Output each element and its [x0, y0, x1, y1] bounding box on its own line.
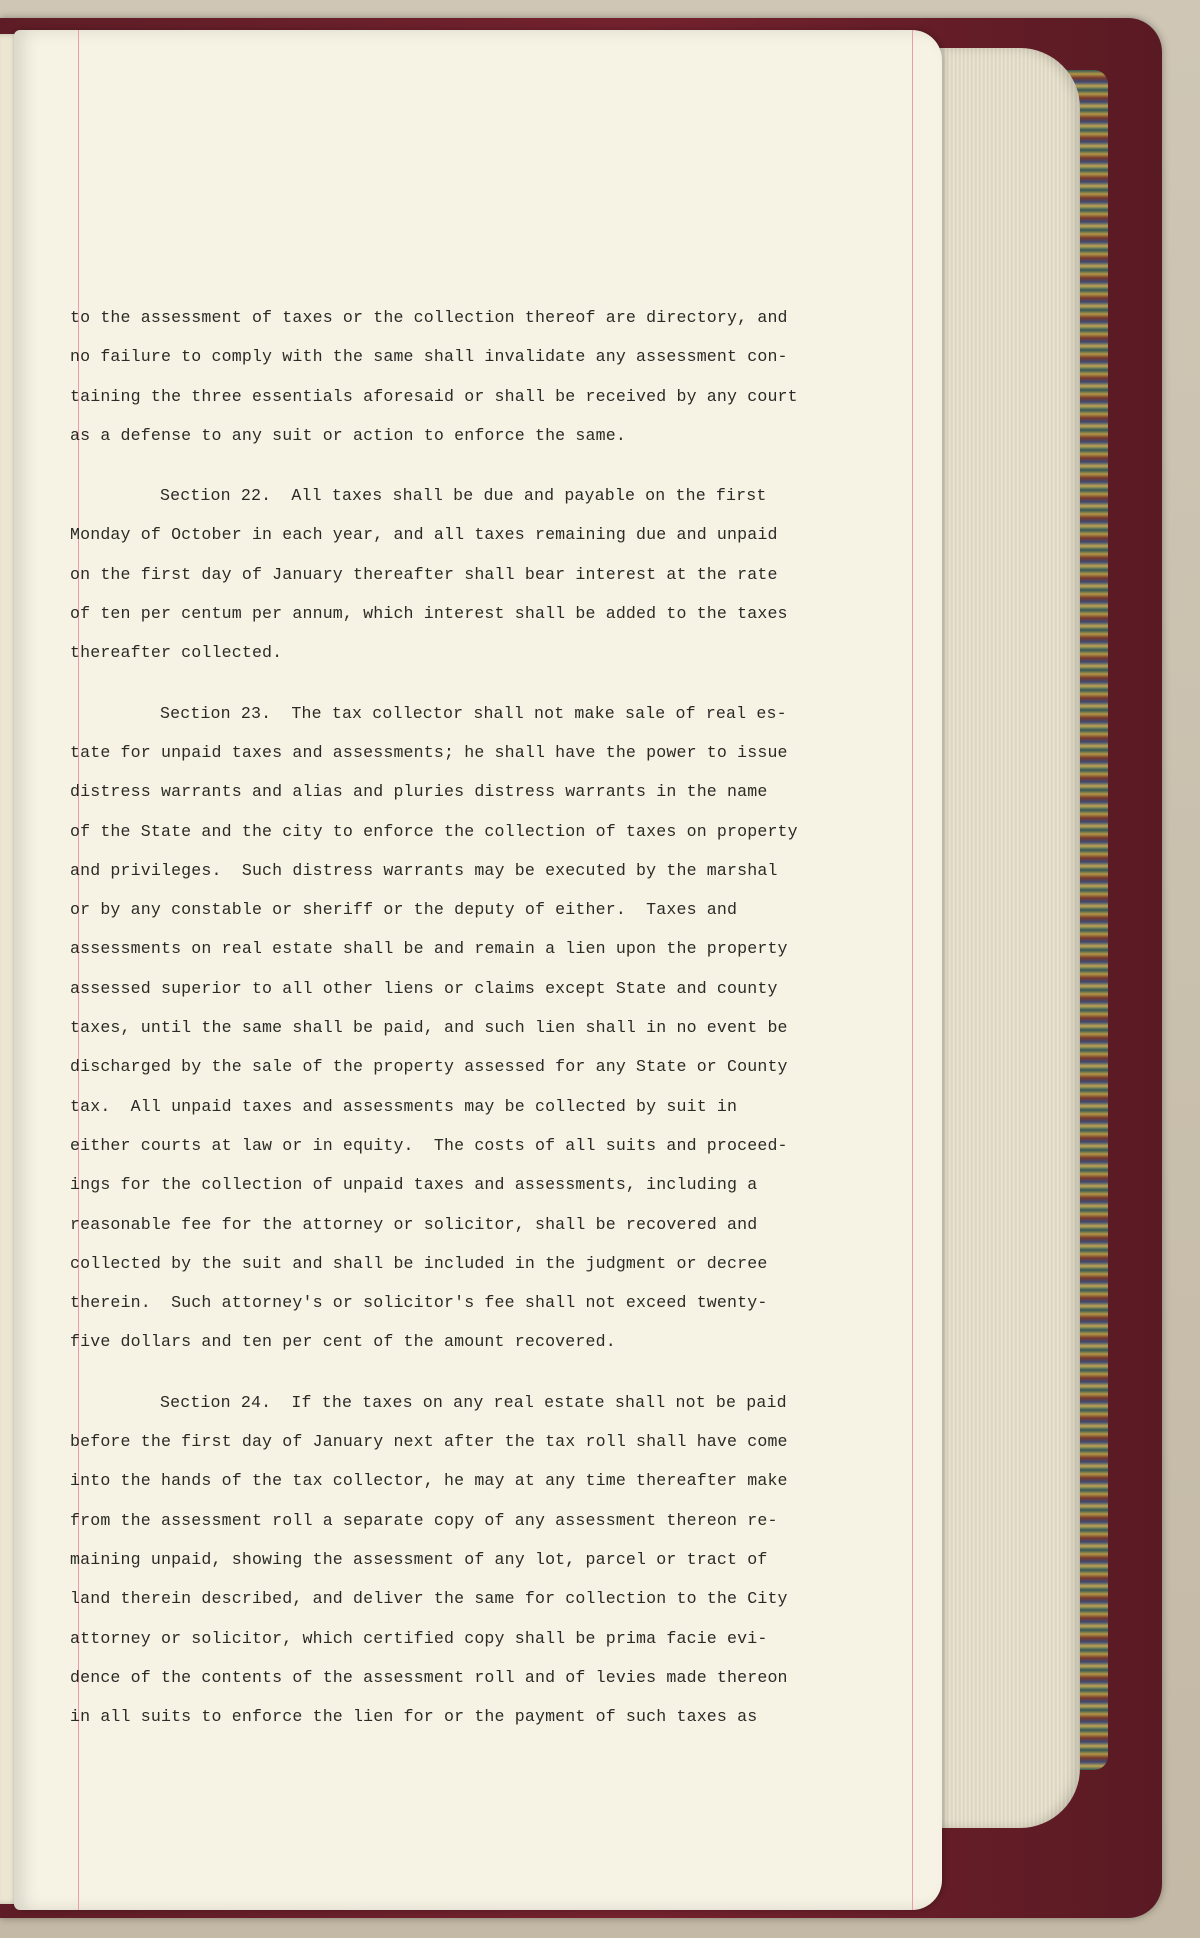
text-line: before the first day of January next after the tax roll shall have come — [70, 1432, 788, 1452]
text-line: into the hands of the tax collector, he may at any time thereafter make — [70, 1471, 788, 1491]
text-line: in all suits to enforce the lien for or the payment of such taxes as — [70, 1707, 758, 1727]
text-line: maining unpaid, showing the assessment of any lot, parcel or tract of — [70, 1549, 768, 1569]
text-line: tax. All unpaid taxes and assessments may be collected by suit in — [70, 1096, 738, 1116]
page-stack-edge — [930, 48, 1080, 1828]
text-line: land therein described, and deliver the same for collection to the City — [70, 1589, 788, 1609]
text-line: Section 23. The tax collector shall not make sale of real es- — [160, 703, 787, 723]
text-line: of ten per centum per annum, which interest shall be added to the taxes — [70, 604, 788, 624]
text-line: taxes, until the same shall be paid, and such lien shall in no event be — [70, 1018, 788, 1038]
text-line: tate for unpaid taxes and assessments; he shall have the power to issue — [70, 742, 788, 762]
paragraph-continuation — [70, 298, 918, 455]
text-line: collected by the suit and shall be included in the judgment or decree — [70, 1253, 768, 1273]
text-line: five dollars and ten per cent of the amount recovered. — [70, 1332, 616, 1352]
text-line: Section 22. All taxes shall be due and payable on the first — [160, 486, 767, 506]
text-line: on the first day of January thereafter shall bear interest at the rate — [70, 564, 778, 584]
paragraph-section-23 — [70, 694, 918, 1362]
text-line: either courts at law or in equity. The costs of all suits and proceed- — [70, 1135, 788, 1155]
text-line: Monday of October in each year, and all taxes remaining due and unpaid — [70, 525, 778, 545]
text-line: dence of the contents of the assessment roll and of levies made thereon — [70, 1667, 788, 1687]
text-line: as a defense to any suit or action to enforce the same. — [70, 425, 626, 445]
text-line: discharged by the sale of the property assessed for any State or County — [70, 1057, 788, 1077]
text-line: or by any constable or sheriff or the deputy of either. Taxes and — [70, 900, 738, 920]
typed-text-body — [70, 298, 918, 1736]
paragraph-section-22 — [70, 476, 918, 672]
text-line: therein. Such attorney's or solicitor's fee shall not exceed twenty- — [70, 1293, 768, 1313]
text-line: to the assessment of taxes or the collection thereof are directory, and — [70, 308, 788, 327]
paragraph-section-24 — [70, 1383, 918, 1737]
text-line: from the assessment roll a separate copy of any assessment thereon re- — [70, 1510, 778, 1530]
text-line: thereafter collected. — [70, 643, 283, 663]
text-line: Section 24. If the taxes on any real estate shall not be paid — [160, 1392, 787, 1412]
text-line: attorney or solicitor, which certified copy shall be prima facie evi- — [70, 1628, 768, 1648]
text-line: and privileges. Such distress warrants may be executed by the marshal — [70, 860, 778, 880]
text-line: taining the three essentials aforesaid or shall be received by any court — [70, 386, 798, 406]
text-line: no failure to comply with the same shall invalidate any assessment con- — [70, 347, 788, 367]
text-line: assessments on real estate shall be and remain a lien upon the property — [70, 939, 788, 959]
text-line: of the State and the city to enforce the collection of taxes on property — [70, 821, 798, 841]
text-line: distress warrants and alias and pluries distress warrants in the name — [70, 782, 768, 802]
text-line: reasonable fee for the attorney or solicitor, shall be recovered and — [70, 1214, 758, 1234]
text-line: ings for the collection of unpaid taxes and assessments, including a — [70, 1175, 758, 1195]
text-line: assessed superior to all other liens or claims except State and county — [70, 978, 778, 998]
